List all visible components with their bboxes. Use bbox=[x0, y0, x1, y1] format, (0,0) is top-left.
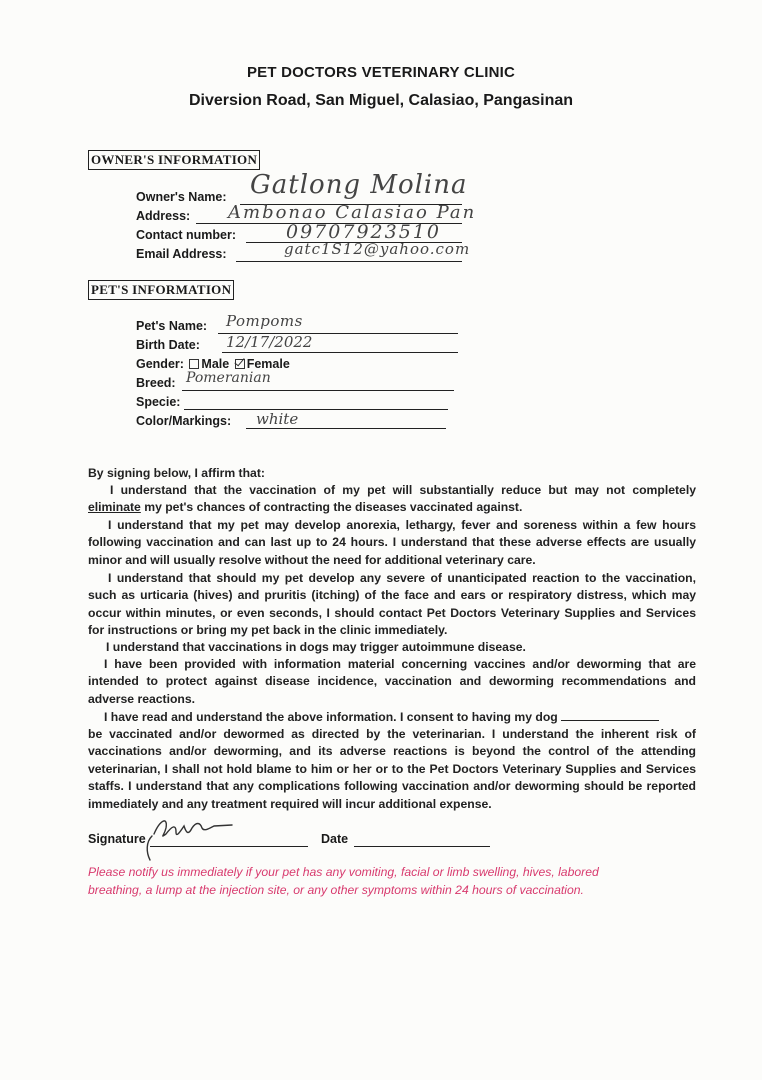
birth-date-value[interactable]: 12/17/2022 bbox=[226, 333, 313, 351]
date-line[interactable] bbox=[354, 846, 490, 847]
contact-value[interactable]: 09707923510 bbox=[286, 221, 441, 243]
birth-date-line bbox=[222, 352, 458, 353]
birth-date-label: Birth Date: bbox=[136, 338, 200, 352]
affirm-p6-start: I have read and understand the above information. I consent to having my dog bbox=[104, 710, 558, 724]
gender-male-checkbox[interactable] bbox=[189, 359, 199, 369]
affirm-p1-end: my pet's chances of contracting the diseases vaccinated against. bbox=[140, 500, 523, 515]
dog-name-blank[interactable] bbox=[561, 720, 659, 721]
gender-row bbox=[136, 357, 290, 371]
affirm-paragraph-4: I understand that vaccinations in dogs may trigger autoimmune disease. bbox=[106, 640, 526, 654]
address-label: Address: bbox=[136, 209, 191, 223]
owner-name-label: Owner's Name: bbox=[136, 190, 227, 204]
affirm-paragraph-1 bbox=[88, 482, 696, 517]
pet-section-title: PET'S INFORMATION bbox=[88, 280, 234, 300]
affirm-p1-start: I understand that the vaccination of my pet will substantially reduce but may not completely bbox=[110, 483, 696, 497]
gender-female-label: Female bbox=[246, 357, 290, 371]
signature-label: Signature bbox=[88, 832, 146, 846]
gender-label: Gender: bbox=[136, 357, 184, 371]
gender-female-checkbox[interactable] bbox=[235, 359, 245, 369]
contact-label: Contact number: bbox=[136, 228, 236, 242]
date-label: Date bbox=[321, 832, 349, 846]
clinic-name: PET DOCTORS VETERINARY CLINIC bbox=[246, 64, 516, 81]
breed-value[interactable]: Pomeranian bbox=[186, 370, 271, 386]
breed-line bbox=[182, 390, 454, 391]
email-label: Email Address: bbox=[136, 247, 227, 261]
color-value[interactable]: white bbox=[256, 410, 299, 428]
affirm-paragraph-2: I understand that my pet may develop anorexia, lethargy, fever and soreness within a few hours following vaccination and can last up to 24 hours. I understand that these adverse effects are usually minor and will usually resolve without the need for additional veterinary care. bbox=[88, 518, 696, 567]
affirm-intro: By signing below, I affirm that: bbox=[88, 466, 265, 480]
notice-text: Please notify us immediately if your pet has any vomiting, facial or limb swelling, hives, labored breathing, a lump at the injection site, or any other symptoms within 24 hours of vaccination. bbox=[88, 865, 599, 897]
owner-name-value[interactable]: Gatlong Molina bbox=[250, 170, 468, 200]
color-label: Color/Markings: bbox=[136, 414, 232, 428]
email-value[interactable]: gatc1S12@yahoo.com bbox=[284, 240, 471, 258]
affirm-paragraph-5: I have been provided with information material concerning vaccines and/or deworming that are intended to protect against disease incidence, vaccination and deworming recommendations and adverse reactions. bbox=[88, 657, 696, 706]
specie-label: Specie: bbox=[136, 395, 181, 409]
clinic-address: Diversion Road, San Miguel, Calasiao, Pangasinan bbox=[188, 92, 574, 109]
pet-name-label: Pet's Name: bbox=[136, 319, 208, 333]
color-line bbox=[246, 428, 446, 429]
signature-mark bbox=[142, 812, 242, 864]
specie-line bbox=[184, 409, 448, 410]
pet-name-value[interactable]: Pompoms bbox=[226, 312, 303, 330]
email-line bbox=[236, 261, 462, 262]
gender-male-label: Male bbox=[201, 357, 230, 371]
affirm-paragraph-6: be vaccinated and/or dewormed as directed by the veterinarian. I understand the inherent risk of vaccinations and/or deworming, and its adverse reactions is beyond the control of the attending veterinarian, I shall not hold blame to him or her or to the Pet Doctors Veterinary Supplies and Services staffs. I understand that any complications following vaccination and/or deworming should be reported immediately and any treatment required will incur additional expense. bbox=[88, 727, 696, 811]
affirm-p1-eliminate: eliminate bbox=[88, 500, 141, 515]
affirm-paragraph-6-first-line bbox=[104, 709, 696, 726]
breed-label: Breed: bbox=[136, 376, 176, 390]
owner-section-title: OWNER'S INFORMATION bbox=[88, 150, 260, 170]
address-value[interactable]: Ambonao Calasiao Pan bbox=[228, 202, 477, 223]
affirm-paragraph-3: I understand that should my pet develop any severe of unanticipated reaction to the vaccination, such as urticaria (hives) and pruritis (itching) of the face and ears or respiratory distress, which may occur within minutes, or even seconds, I should contact Pet Doctors Veterinary Supplies and Services for instructions or bring my pet back in the clinic immediately. bbox=[88, 571, 696, 638]
